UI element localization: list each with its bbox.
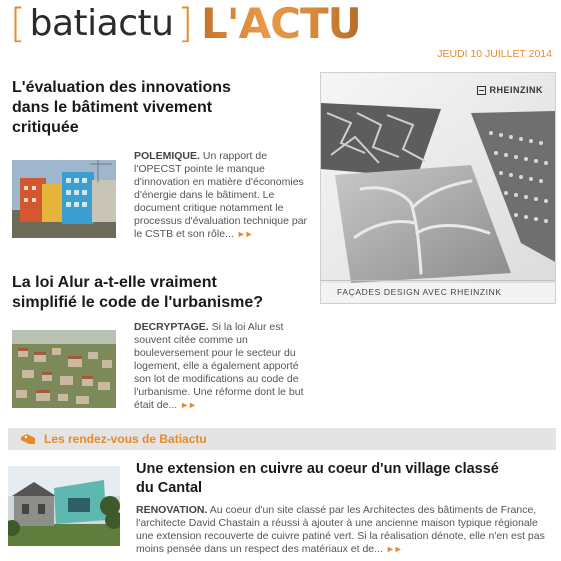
logo-bracket-open: [ bbox=[10, 1, 26, 47]
article-1-keyword: POLEMIQUE. bbox=[134, 150, 200, 162]
article-2-image[interactable] bbox=[12, 330, 116, 408]
section-band[interactable] bbox=[8, 428, 556, 450]
article-3-keyword: RENOVATION. bbox=[136, 504, 208, 516]
tag-icon bbox=[20, 433, 36, 445]
issue-date: JEUDI 10 JUILLET 2014 bbox=[437, 48, 552, 60]
article-1-summary bbox=[134, 150, 310, 241]
article-3-image[interactable] bbox=[8, 466, 120, 546]
article-3-more-link[interactable]: ►► bbox=[385, 544, 402, 554]
ad-divider bbox=[321, 280, 555, 281]
rheinzink-logo: RHEINZINK bbox=[477, 85, 544, 95]
article-3-text: Au coeur d'un site classé par les Architectes des bâtiments de France, l'architecte David Chastain a réussi à ajouter à une ancienne maison typique régionale une extension recouverte de cuivre patiné vert. Si la réalisation dénote, elle n'en est pas moins pensée dans un respect des matériaux et de... bbox=[136, 504, 545, 555]
logo-bracket-close: ] bbox=[177, 1, 194, 47]
rheinzink-ad[interactable] bbox=[320, 72, 556, 304]
article-2-keyword: DECRYPTAGE. bbox=[134, 321, 209, 333]
logo-brand[interactable]: batiactu bbox=[29, 3, 174, 44]
article-2-more-link[interactable]: ►► bbox=[180, 400, 196, 410]
article-1-more-link[interactable]: ►► bbox=[236, 229, 253, 239]
ad-caption: FAÇADES DESIGN AVEC RHEINZINK bbox=[337, 287, 502, 297]
article-1-text: Un rapport de l'OPECST pointe le manque d'innovation en matière d'économies d'énergie dans le bâtiment. Le document critique notamment le processus d'évaluation technique par le CSTB et son rôle... bbox=[134, 150, 308, 240]
article-2-summary bbox=[134, 321, 310, 412]
article-3-summary bbox=[136, 504, 554, 556]
article-2-text: Si la loi Alur est souvent citée comme un bouleversement pour le secteur du logement, elle a également apporté son lot de modifications au code de l'urbanisme. Une réforme dont le but était de... bbox=[134, 321, 304, 411]
site-header bbox=[10, 0, 361, 48]
rheinzink-logo-icon bbox=[477, 86, 486, 95]
article-2-title[interactable]: La loi Alur a-t-elle vraiment simplifié le code de l'urbanisme? bbox=[12, 274, 263, 311]
article-3-title[interactable]: Une extension en cuivre au coeur d'un village classé du Cantal bbox=[136, 461, 499, 496]
section-band-label: Les rendez-vous de Batiactu bbox=[44, 432, 207, 446]
article-1-image[interactable] bbox=[12, 160, 116, 238]
article-1-title[interactable]: L'évaluation des innovations dans le bâtiment vivement critiquée bbox=[12, 79, 231, 136]
logo-section[interactable]: L'ACTU bbox=[201, 0, 361, 48]
